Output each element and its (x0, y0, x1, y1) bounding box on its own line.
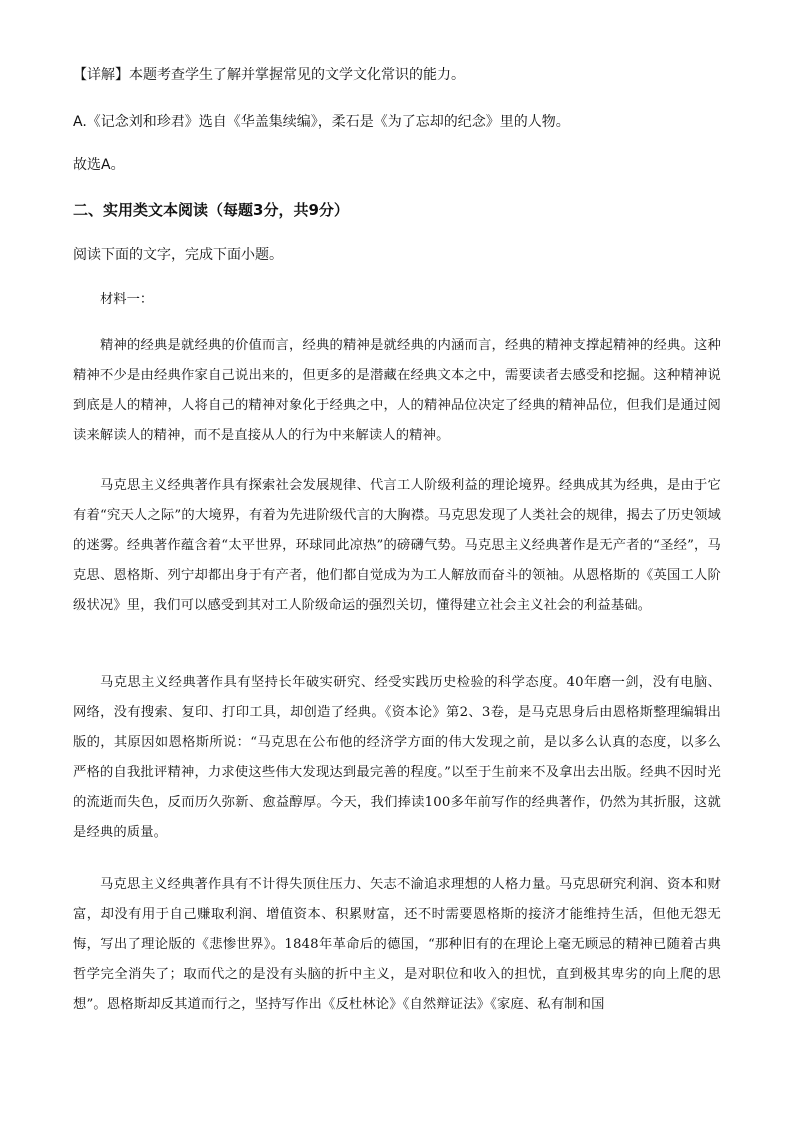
paragraph-4: 马克思主义经典著作具有不计得失顶住压力、矢志不渝追求理想的人格力量。马克思研究利润、资本和财富，却没有用于自己赚取利润、增值资本、积累财富，还不时需要恩格斯的接济才能维持生活，但他无怨无悔，写出了理论版的《悲惨世界》。1848年革命后的德国，“那种旧有的在理论上毫无顾忌的精神已随着古典哲学完全消失了；取而代之的是没有头脑的折中主义，是对职位和收入的担忧，直到极其卑劣的向上爬的思想”。恩格斯却反其道而行之，坚持写作出《反杜林论》《自然辩证法》《家庭、私有制和国 (73, 877, 721, 1012)
section-instruction: 阅读下面的文字，完成下面小题。 (73, 247, 283, 263)
answer-detail: 【详解】本题考查学生了解并掌握常见的文学文化常识的能力。 (73, 67, 465, 83)
material-label: 材料一： (100, 292, 154, 307)
paragraph-3: 马克思主义经典著作具有坚持长年破实研究、经受实践历史检验的科学态度。40年磨一剑，没有电脑、网络，没有搜索、复印、打印工具，却创造了经典。《资本论》第2、3卷，是马克思身后由恩格斯整理编辑出版的，其原因如恩格斯所说：“马克思在公布他的经济学方面的伟大发现之前，是以多么认真的态度，以多么严格的自我批评精神，力求使这些伟大发现达到最完善的程度。”以至于生前来不及拿出去出版。经典不因时光的流逝而失色，反而历久弥新、愈益醇厚。今天，我们捧读100多年前写作的经典著作，仍然为其折服，这就是经典的质量。 (73, 675, 721, 840)
paragraph-2: 马克思主义经典著作具有探索社会发展规律、代言工人阶级利益的理论境界。经典成其为经典，是由于它有着“究天人之际”的大境界，有着为先进阶级代言的大胸襟。马克思发现了人类社会的规律，揭去了历史领域的迷雾。经典著作蕴含着“太平世界，环球同此凉热”的磅礴气势。马克思主义经典著作是无产者的“圣经”，马克思、恩格斯、列宁却都出身于有产者，他们都自觉成为为工人解放而奋斗的领袖。从恩格斯的《英国工人阶级状况》里，我们可以感受到其对工人阶级命运的强烈关切，懂得建立社会主义社会的利益基础。 (73, 478, 721, 613)
answer-conclusion: 故选A。 (73, 157, 125, 173)
answer-option-a: A.《记念刘和珍君》选自《华盖集续编》，柔石是《为了忘却的纪念》里的人物。 (73, 114, 570, 130)
paragraph-1: 精神的经典是就经典的价值而言，经典的精神是就经典的内涵而言，经典的精神支撑起精神的经典。这种精神不少是由经典作家自己说出来的，但更多的是潜藏在经典文本之中，需要读者去感受和挖掘。这种精神说到底是人的精神，人将自己的精神对象化于经典之中，人的精神品位决定了经典的精神品位，但我们是通过阅读来解读人的精神，而不是直接从人的行为中来解读人的精神。 (73, 338, 721, 443)
section-title: 二、实用类文本阅读（每题3分，共9分） (73, 201, 349, 219)
